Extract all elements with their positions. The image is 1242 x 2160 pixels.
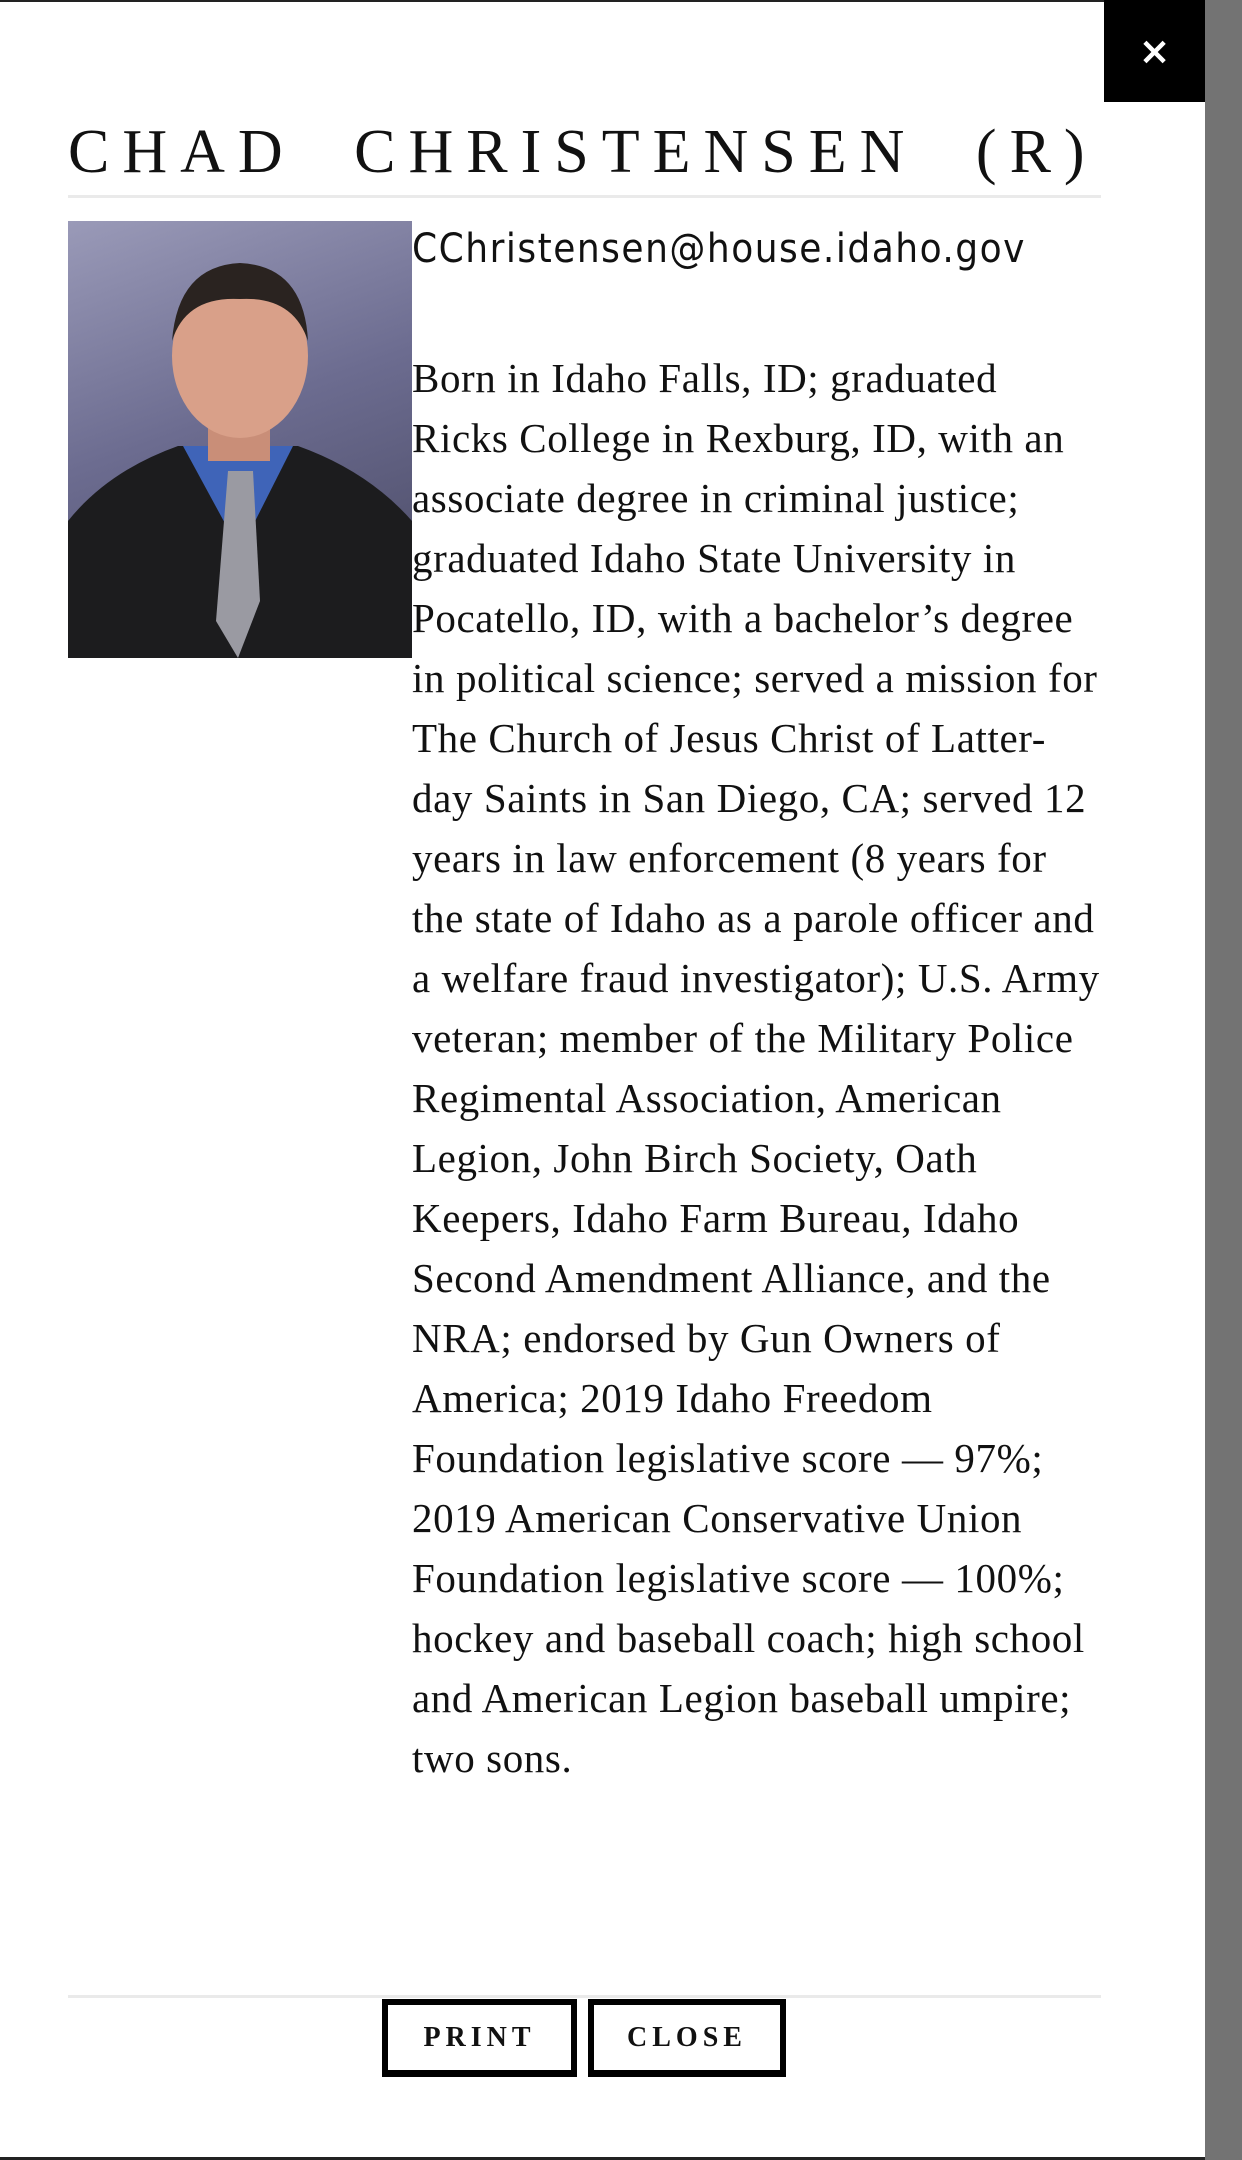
scrollbar[interactable] — [1205, 0, 1242, 2160]
top-border — [0, 0, 1205, 2]
page-title: CHAD CHRISTENSEN (R) — [68, 118, 1098, 186]
close-button[interactable]: CLOSE — [588, 1999, 786, 2077]
footer-divider — [68, 1995, 1101, 1998]
title-divider — [68, 195, 1101, 198]
close-x-button[interactable] — [1104, 0, 1205, 102]
email-link[interactable]: CChristensen@house.idaho.gov — [412, 226, 1026, 272]
print-button[interactable]: PRINT — [382, 1999, 577, 2077]
portrait-photo — [68, 221, 412, 658]
close-icon: × — [1138, 29, 1171, 73]
biography-text: Born in Idaho Falls, ID; graduated Ricks College in Rexburg, ID, with an associate degree in criminal justice; graduated Idaho State University in Pocatello, ID, with a bachelor’s degree in political science; served a mission for The Church of Jesus Christ of Latter-day Saints in San Diego, CA; served 12 years in law enforcement (8 years for the state of Idaho as a parole officer and a welfare fraud investigator); U.S. Army veteran; member of the Military Police Regimental Association, American Legion, John Birch Society, Oath Keepers, Idaho Farm Bureau, Idaho Second Amendment Alliance, and the NRA; endorsed by Gun Owners of America; 2019 Idaho Freedom Foundation legislative score — 97%; 2019 American Conservative Union Foundation legislative score — 100%; hockey and baseball coach; high school and American Legion baseball umpire; two sons. — [412, 355, 1100, 1781]
